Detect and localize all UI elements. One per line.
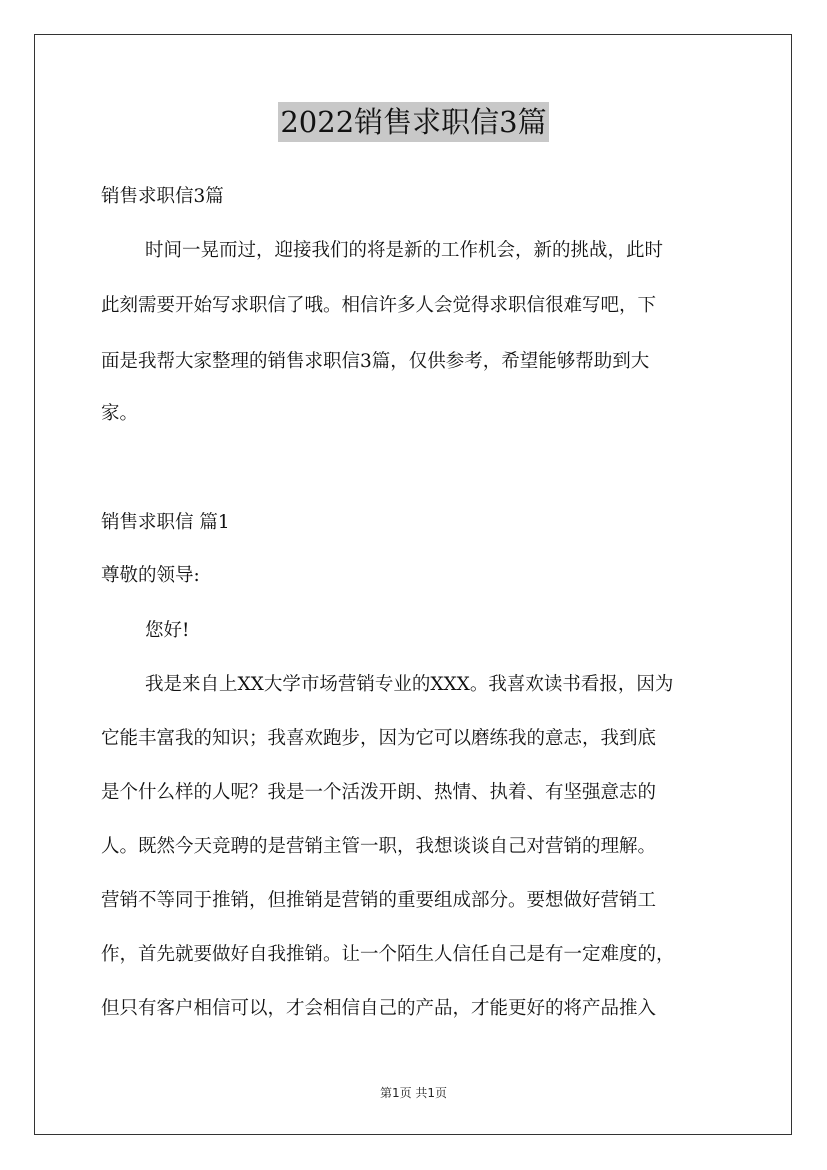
title-container — [0, 102, 827, 142]
body-line-4: 人。既然今天竞聘的是营销主管一职，我想谈谈自己对营销的理解。 — [101, 836, 657, 857]
intro-line-1: 时间一晃而过，迎接我们的将是新的工作机会，新的挑战，此时 — [145, 240, 664, 261]
page-footer: 第1页 共1页 — [379, 1086, 448, 1100]
salutation: 尊敬的领导: — [101, 565, 200, 586]
intro-line-4: 家。 — [101, 403, 139, 424]
body-line-2: 它能丰富我的知识；我喜欢跑步，因为它可以磨练我的意志，我到底 — [101, 728, 657, 749]
subtitle: 销售求职信3篇 — [101, 186, 224, 207]
intro-line-2: 此刻需要开始写求职信了哦。相信许多人会觉得求职信很难写吧，下 — [101, 295, 657, 316]
body-line-7: 但只有客户相信可以，才会相信自己的产品，才能更好的将产品推入 — [101, 998, 657, 1019]
body-line-3: 是个什么样的人呢？我是一个活泼开朗、热情、执着、有坚强意志的 — [101, 782, 657, 803]
body-line-6: 作，首先就要做好自我推销。让一个陌生人信任自己是有一定难度的， — [101, 944, 675, 965]
section-heading: 销售求职信 篇1 — [101, 512, 230, 533]
body-line-5: 营销不等同于推销，但推销是营销的重要组成部分。要想做好营销工 — [101, 890, 657, 911]
greeting: 您好! — [145, 620, 190, 641]
intro-line-3: 面是我帮大家整理的销售求职信3篇，仅供参考，希望能够帮助到大 — [101, 351, 650, 372]
body-line-1: 我是来自上XX大学市场营销专业的XXX。我喜欢读书看报，因为 — [145, 674, 674, 695]
document-title: 2022销售求职信3篇 — [278, 102, 548, 142]
